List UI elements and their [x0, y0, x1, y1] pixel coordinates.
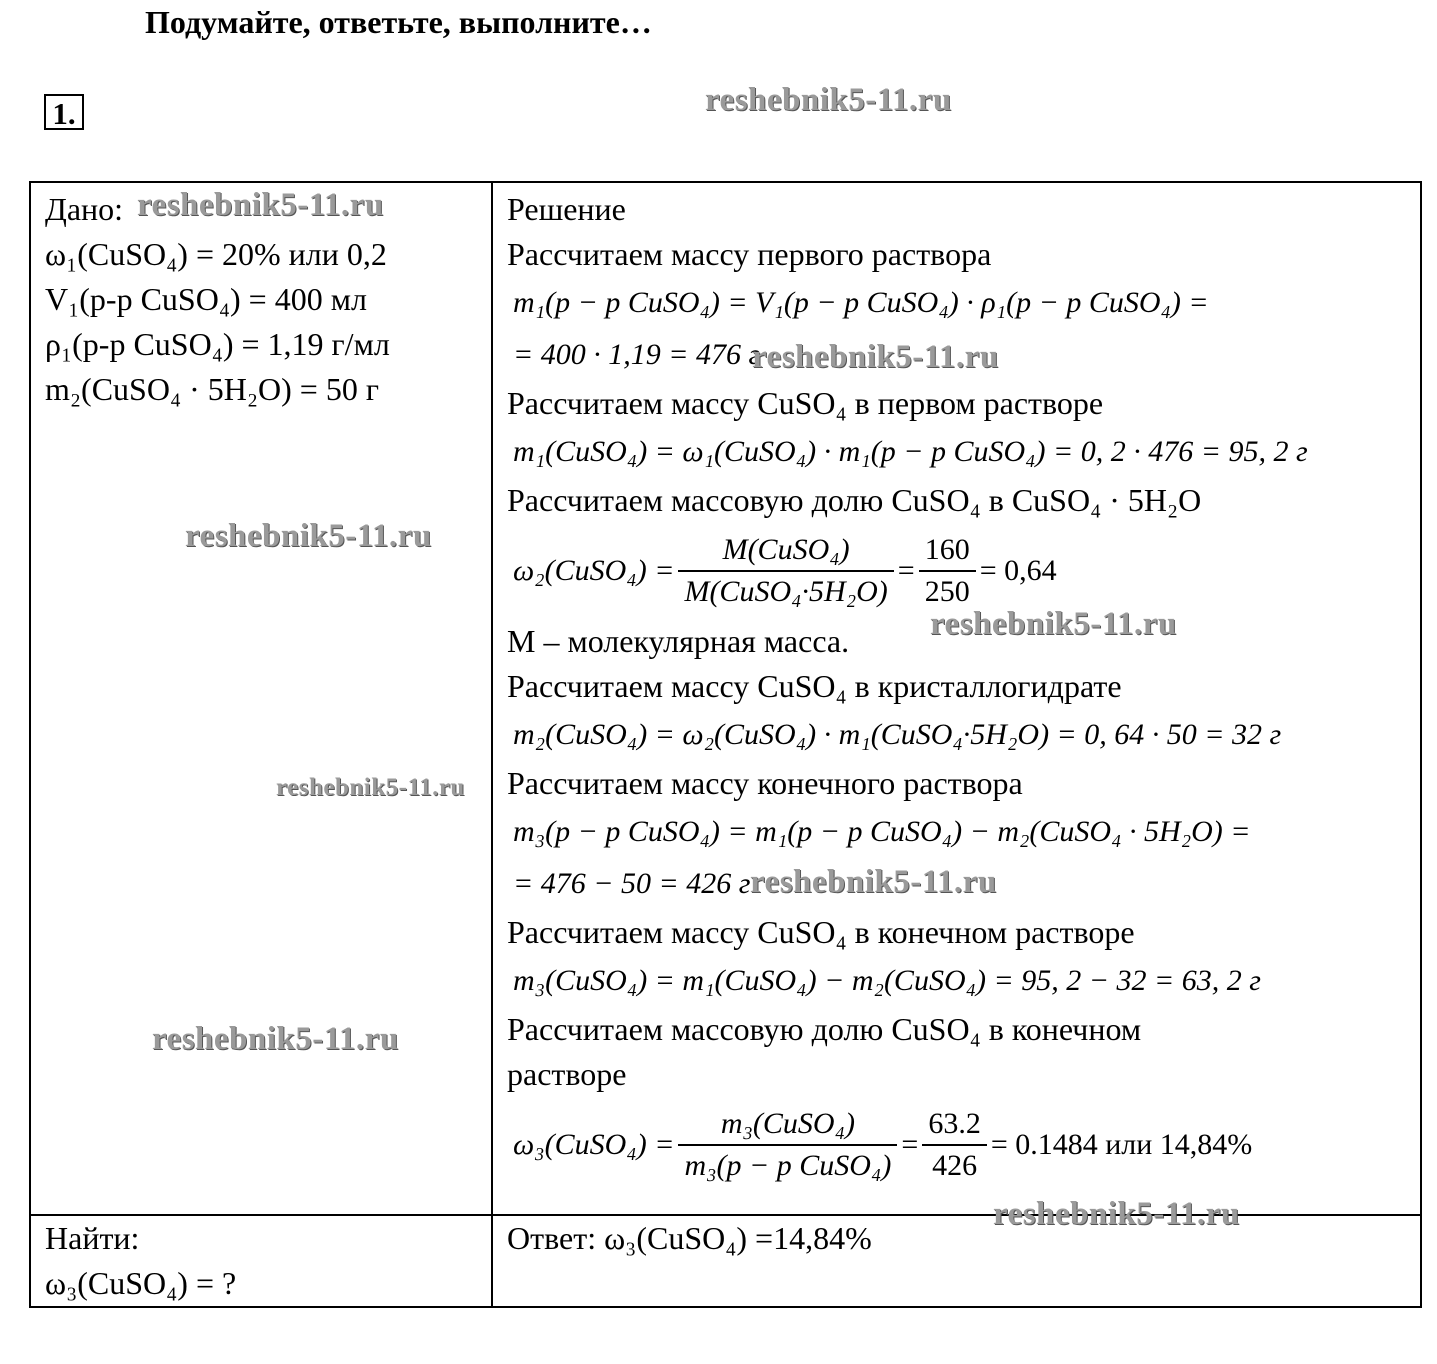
fraction-numerator: M(CuSO₄): [678, 530, 893, 572]
step-text: Рассчитаем массу CuSO₄ в конечном растворе: [507, 914, 1135, 950]
formula: m₃(CuSO₄) = m₁(CuSO₄) − m₂(CuSO₄) = 95, 2 − 32 = 63, 2 г: [513, 964, 1261, 997]
answer-text: Ответ: ω₃(CuSO₄) =14,84%: [507, 1220, 872, 1256]
fraction: [922, 1104, 987, 1186]
step-text: Рассчитаем массовую долю CuSO₄ в CuSO₄ · 5H₂O: [507, 482, 1202, 518]
watermark: reshebnik5-11.ru: [930, 606, 1177, 642]
find-cell: [30, 1215, 492, 1307]
step-text: Рассчитаем массу первого раствора: [507, 236, 992, 272]
formula-lhs: ω₃(CuSO₄) =: [513, 1128, 675, 1161]
formula: m₁(p − p CuSO₄) = V₁(p − p CuSO₄) · ρ₁(p − p CuSO₄) =: [513, 286, 1209, 319]
find-label: Найти:: [45, 1220, 140, 1256]
fraction-formula: ω₂(CuSO₄) = $\frac{\text{M(CuSO₄)}}{\text{M(CuSO₄·5H₂O)}}$ = $\frac{160}{250}$ = 0,64: [507, 523, 1420, 619]
watermark: reshebnik5-11.ru: [152, 1021, 399, 1057]
watermark: reshebnik5-11.ru: [137, 187, 384, 223]
solution-cell: [492, 182, 1421, 1215]
fraction-formula: ω₃(CuSO₄) = $\frac{\text{m₃(CuSO₄)}}{\text{m₃(p − p CuSO₄)}}$ = $\frac{63.2}{426}$ = 0.1484 или 14,84%: [507, 1097, 1420, 1193]
given-line: ρ₁(р-р CuSO₄) = 1,19 г/мл: [45, 326, 390, 362]
fraction-numerator: 160: [919, 530, 976, 572]
watermark: reshebnik5-11.ru: [752, 339, 999, 375]
fraction: [678, 530, 893, 612]
fraction-denominator: 426: [932, 1149, 978, 1182]
page-title: Подумайте, ответьте, выполните…: [145, 4, 652, 40]
fraction: [919, 530, 976, 612]
note-text: М – молекулярная масса.: [507, 623, 850, 659]
fraction-denominator: m₃(p − p CuSO₄): [684, 1149, 892, 1182]
watermark: reshebnik5-11.ru: [705, 82, 952, 118]
find-value: ω₃(CuSO₄) = ?: [45, 1265, 237, 1301]
formula: = 476 − 50 = 426 г: [513, 867, 751, 900]
step-text: Рассчитаем массу CuSO₄ в первом растворе: [507, 385, 1104, 421]
solution-heading: Решение: [507, 191, 626, 227]
given-line: ω₁(CuSO₄) = 20% или 0,2: [45, 236, 387, 272]
watermark: reshebnik5-11.ru: [276, 774, 465, 801]
formula: m₁(CuSO₄) = ω₁(CuSO₄) · m₁(p − p CuSO₄) = 0, 2 · 476 = 95, 2 г: [513, 435, 1308, 468]
fraction-numerator: m₃(CuSO₄): [678, 1104, 897, 1146]
given-cell: [30, 182, 492, 1215]
step-text: Рассчитаем массу конечного раствора: [507, 765, 1023, 801]
step-text: Рассчитаем массу CuSO₄ в кристаллогидрате: [507, 668, 1122, 704]
fraction-denominator: M(CuSO₄·5H₂O): [684, 575, 888, 608]
given-label: Дано:: [45, 191, 124, 227]
formula: m₃(p − p CuSO₄) = m₁(p − p CuSO₄) − m₂(CuSO₄ · 5H₂O) =: [513, 815, 1251, 848]
answer-cell: [492, 1215, 1421, 1307]
formula-result: = 0.1484 или 14,84%: [990, 1128, 1253, 1161]
formula: m₂(CuSO₄) = ω₂(CuSO₄) · m₁(CuSO₄·5H₂O) = 0, 64 · 50 = 32 г: [513, 718, 1282, 751]
formula: = 400 · 1,19 = 476 г: [513, 338, 761, 371]
given-line: V₁(р-р CuSO₄) = 400 мл: [45, 281, 367, 317]
formula-lhs: ω₂(CuSO₄) =: [513, 554, 675, 587]
given-line: m₂(CuSO₄ · 5H₂O) = 50 г: [45, 371, 379, 407]
step-text: растворе: [507, 1056, 627, 1092]
formula-result: = 0,64: [979, 554, 1057, 587]
step-text: Рассчитаем массовую долю CuSO₄ в конечном: [507, 1011, 1142, 1047]
fraction: [678, 1104, 897, 1186]
watermark: reshebnik5-11.ru: [993, 1196, 1240, 1232]
watermark: reshebnik5-11.ru: [185, 518, 432, 554]
solution-table: [29, 181, 1422, 1308]
watermark: reshebnik5-11.ru: [750, 864, 997, 900]
fraction-numerator: 63.2: [922, 1104, 987, 1146]
fraction-denominator: 250: [924, 575, 970, 608]
task-number: 1.: [44, 94, 84, 130]
